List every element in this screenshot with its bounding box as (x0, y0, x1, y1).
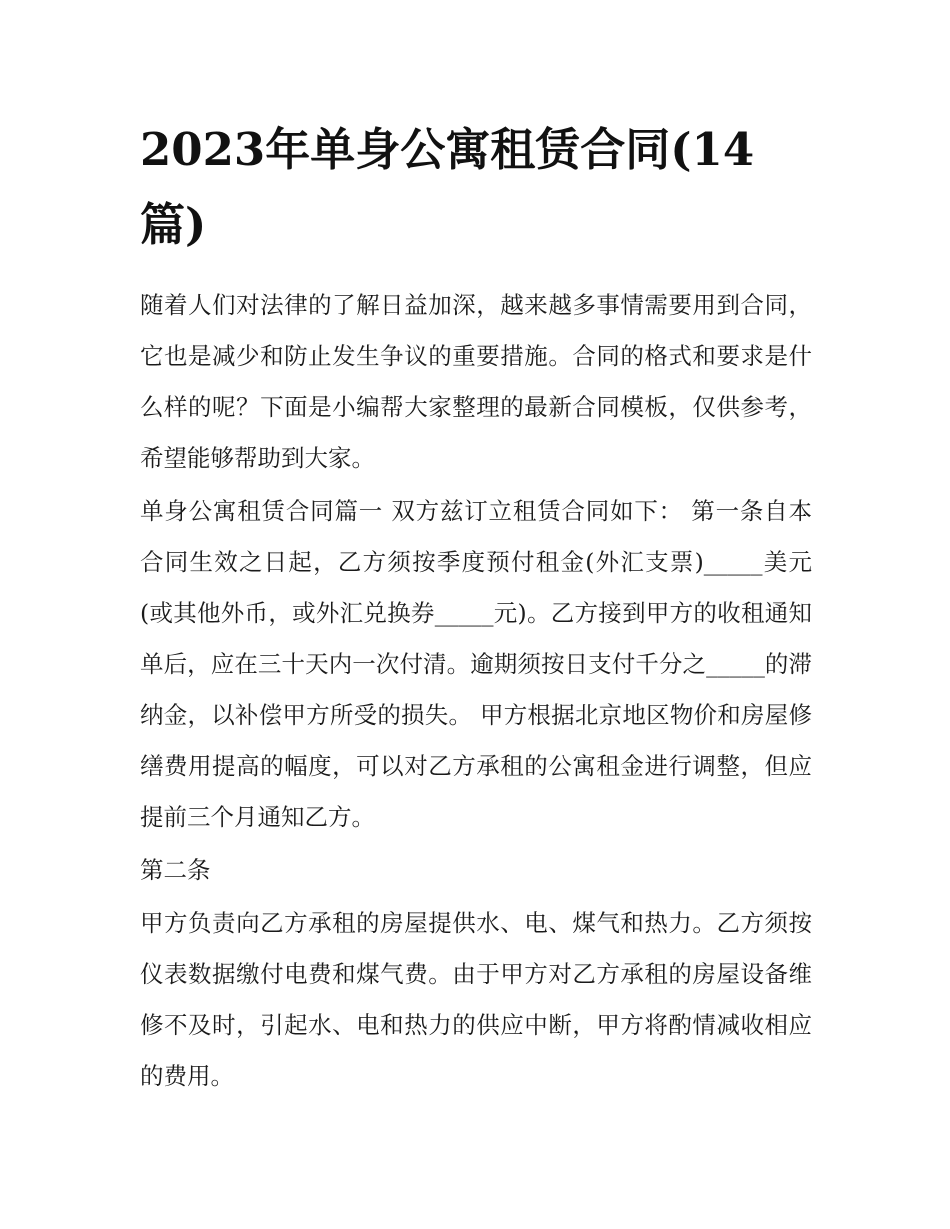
article-one-paragraph: 单身公寓租赁合同篇一 双方兹订立租赁合同如下： 第一条自本合同生效之日起，乙方须按季度预付租金(外汇支票)_____美元(或其他外币，或外汇兑换券_____元)。乙方接到甲方的收租通知单后，应在三十天内一次付清。逾期须按日支付千分之_____的滞纳金，以补偿甲方所受的损失。 甲方根据北京地区物价和房屋修缮费用提高的幅度，可以对乙方承租的公寓租金进行调整，但应提前三个月通知乙方。 (140, 497, 812, 831)
document-title: 2023年单身公寓租赁合同(14篇) (140, 123, 755, 251)
article-two-paragraph: 甲方负责向乙方承租的房屋提供水、电、煤气和热力。乙方须按仪表数据缴付电费和煤气费。由于甲方对乙方承租的房屋设备维修不及时，引起水、电和热力的供应中断，甲方将酌情减收相应的费用。 (140, 909, 812, 1090)
article-two-heading: 第二条 (140, 856, 211, 884)
intro-paragraph: 随着人们对法律的了解日益加深，越来越多事情需要用到合同，它也是减少和防止发生争议的重要措施。合同的格式和要求是什么样的呢？下面是小编帮大家整理的最新合同模板，仅供参考，希望能够帮助到大家。 (140, 291, 812, 472)
document-page (140, 112, 812, 1104)
